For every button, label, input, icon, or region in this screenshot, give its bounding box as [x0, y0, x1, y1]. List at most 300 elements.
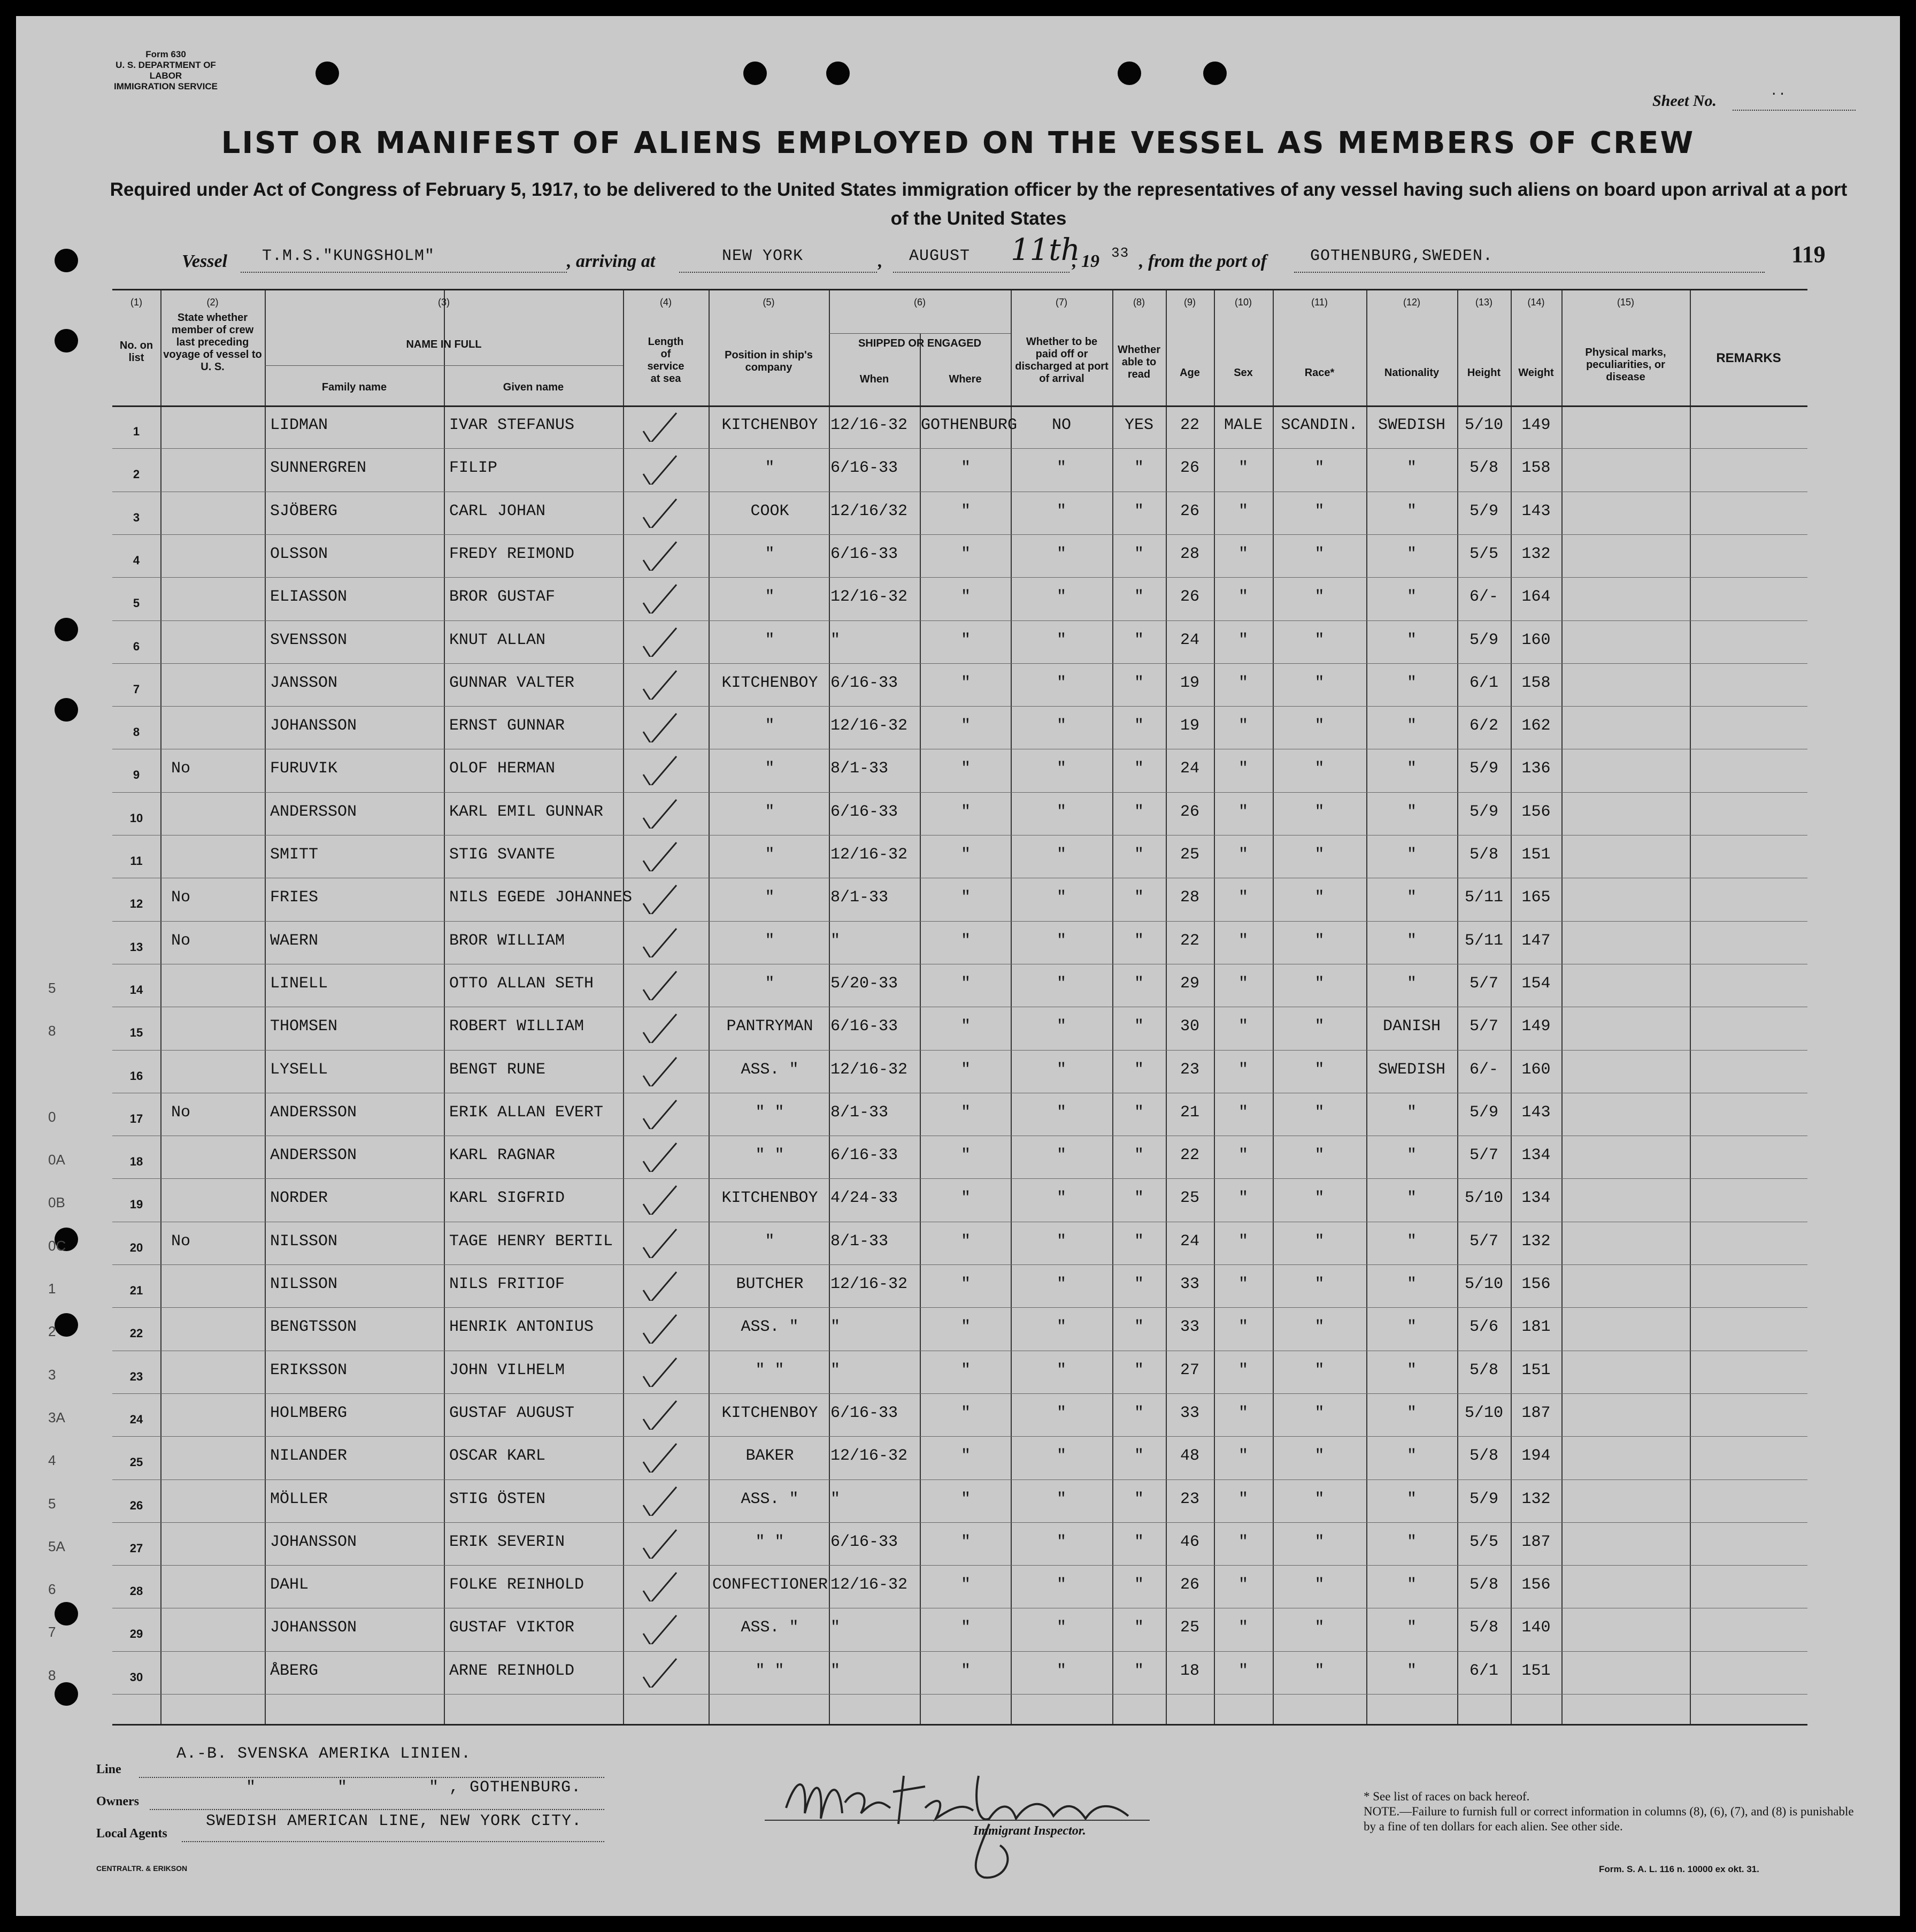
cell-family: JANSSON [270, 673, 338, 692]
cell-where: " [960, 588, 971, 607]
cell-sex: " [1238, 760, 1248, 778]
col-length-of-service: Length of service at sea [647, 336, 684, 385]
cell-when: 12/16-32 [830, 846, 908, 864]
cell-race: " [1314, 1404, 1325, 1422]
cell-weight: 164 [1521, 588, 1551, 607]
cell-paid: " [1056, 673, 1066, 692]
cell-height: 5/10 [1464, 1275, 1503, 1293]
cell-paid: " [1056, 1060, 1066, 1079]
cell-sex: " [1238, 1619, 1248, 1637]
cell-position: COOK [750, 502, 789, 520]
checkmark-icon [639, 1054, 682, 1086]
inspector-label: Immigrant Inspector. [973, 1824, 1086, 1838]
cell-race: " [1314, 1361, 1325, 1379]
cell-read: " [1134, 673, 1144, 692]
cell-weight: 132 [1521, 1232, 1551, 1251]
footnote [1364, 1789, 1861, 1834]
cell-height: 5/8 [1469, 1619, 1498, 1637]
cell-age: 25 [1180, 1619, 1199, 1637]
cell-height: 5/9 [1469, 631, 1498, 649]
cell-weight: 136 [1521, 760, 1551, 778]
cell-sex: MALE [1224, 416, 1263, 434]
cell-race: " [1314, 459, 1325, 478]
cell-age: 22 [1180, 1146, 1199, 1165]
cell-race: " [1314, 888, 1325, 907]
cell-height: 5/10 [1464, 1404, 1503, 1422]
cell-race: " [1314, 760, 1325, 778]
cell-height: 5/7 [1469, 1017, 1498, 1036]
cell-family: SMITT [270, 846, 319, 864]
cell-nat: " [1406, 588, 1417, 607]
cell-when: " [830, 931, 841, 950]
cell-paid: " [1056, 1490, 1066, 1508]
checkmark-icon [639, 1569, 682, 1601]
arriving-label: , arriving at [567, 251, 656, 271]
cell-given: CARL JOHAN [449, 502, 546, 520]
cell-when: 12/16/32 [830, 502, 908, 520]
cell-family: ANDERSSON [270, 802, 357, 821]
cell-nat: " [1406, 846, 1417, 864]
cell-age: 46 [1180, 1532, 1199, 1551]
cell-paid: " [1056, 1404, 1066, 1422]
cell-given: NILS FRITIOF [449, 1275, 565, 1293]
cell-race: " [1314, 673, 1325, 692]
cell-read: " [1134, 931, 1144, 950]
cell-no: 29 [129, 1627, 143, 1641]
col1-num: (1) [130, 297, 142, 308]
cell-age: 26 [1180, 502, 1199, 520]
cell-paid: " [1056, 846, 1066, 864]
cell-position: CONFECTIONER [712, 1576, 828, 1594]
cell-no: 30 [129, 1670, 143, 1684]
cell-nat: " [1406, 1361, 1417, 1379]
punch-hole [743, 62, 767, 85]
cell-paid: " [1056, 545, 1066, 563]
cell-given: NILS EGEDE JOHANNES [449, 888, 633, 907]
cell-read: " [1134, 974, 1144, 993]
cell-where: " [960, 717, 971, 735]
cell-race: " [1314, 931, 1325, 950]
checkmark-icon [639, 625, 682, 657]
checkmark-icon [639, 796, 682, 829]
cell-no: 23 [129, 1369, 143, 1383]
cell-position: KITCHENBOY [721, 673, 818, 692]
cell-given: ERIK SEVERIN [449, 1532, 565, 1551]
cell-read: " [1134, 1103, 1144, 1122]
cell-given: IVAR STEFANUS [449, 416, 575, 434]
cell-given: STIG ÖSTEN [449, 1490, 546, 1508]
cell-read: " [1134, 1532, 1144, 1551]
cell-paid: " [1056, 1318, 1066, 1337]
cell-where: " [960, 1318, 971, 1337]
cell-nat: " [1406, 1619, 1417, 1637]
col-remarks: REMARKS [1716, 351, 1781, 365]
cell-given: KARL RAGNAR [449, 1146, 556, 1165]
cell-when: 8/1-33 [830, 888, 889, 907]
col5-num: (5) [763, 297, 775, 308]
cell-sex: " [1238, 846, 1248, 864]
cell-race: " [1314, 1576, 1325, 1594]
cell-when: 8/1-33 [830, 1232, 889, 1251]
cell-when: " [830, 1619, 841, 1637]
cell-position: " [765, 931, 775, 950]
cell-when: 6/16-33 [830, 1532, 898, 1551]
cell-no: 27 [129, 1541, 143, 1555]
cell-nat: " [1406, 1275, 1417, 1293]
cell-position: " [765, 888, 775, 907]
cell-read: " [1134, 1404, 1144, 1422]
form-id [112, 49, 219, 92]
cell-read: " [1134, 1576, 1144, 1594]
cell-sex: " [1238, 802, 1248, 821]
cell-age: 26 [1180, 1576, 1199, 1594]
margin-mark: 8 [48, 1667, 56, 1683]
margin-mark: 5A [48, 1538, 65, 1554]
cell-height: 6/2 [1469, 717, 1498, 735]
punch-hole [55, 249, 78, 272]
punch-hole [55, 618, 78, 641]
cell-height: 5/7 [1469, 1146, 1498, 1165]
cell-when: 12/16-32 [830, 1060, 908, 1079]
cell-sex: " [1238, 1060, 1248, 1079]
page-title: LIST OR MANIFEST OF ALIENS EMPLOYED ON THE VESSEL AS MEMBERS OF CREW [221, 126, 1695, 160]
cell-read: " [1134, 1017, 1144, 1036]
cell-age: 27 [1180, 1361, 1199, 1379]
col-no-on-list: No. on list [119, 340, 153, 364]
punch-hole [1203, 62, 1227, 85]
cell-race: " [1314, 502, 1325, 520]
cell-family: NILSSON [270, 1275, 338, 1293]
cell-sex: " [1238, 588, 1248, 607]
cell-where: " [960, 1576, 971, 1594]
col12-num: (12) [1403, 297, 1420, 308]
cell-where: " [960, 1447, 971, 1466]
cell-family: HOLMBERG [270, 1404, 348, 1422]
col-where: Where [949, 373, 982, 385]
margin-mark: 1 [48, 1281, 56, 1297]
cell-weight: 143 [1521, 1103, 1551, 1122]
margin-mark: 3A [48, 1409, 65, 1425]
cell-position: " [765, 631, 775, 649]
cell-when: 8/1-33 [830, 1103, 889, 1122]
cell-paid: " [1056, 802, 1066, 821]
col-weight: Weight [1518, 367, 1554, 379]
cell-given: KNUT ALLAN [449, 631, 546, 649]
printer-mark: CENTRALTR. & ERIKSON [96, 1864, 188, 1873]
race-note: * See list of races on back hereof. [1364, 1790, 1530, 1803]
port-value: GOTHENBURG,SWEDEN. [1310, 247, 1494, 265]
cell-nat: " [1406, 631, 1417, 649]
checkmark-icon [639, 1312, 682, 1344]
service: IMMIGRATION SERVICE [114, 81, 218, 91]
cell-paid: " [1056, 1017, 1066, 1036]
cell-paid: " [1056, 1532, 1066, 1551]
cell-no: 12 [129, 897, 143, 911]
cell-read: " [1134, 502, 1144, 520]
cell-weight: 162 [1521, 717, 1551, 735]
cell-no: 26 [129, 1498, 143, 1512]
cell-family: FRIES [270, 888, 319, 907]
cell-when: 4/24-33 [830, 1189, 898, 1208]
cell-given: OSCAR KARL [449, 1447, 546, 1466]
cell-when: 6/16-33 [830, 1404, 898, 1422]
cell-weight: 160 [1521, 1060, 1551, 1079]
cell-no: 15 [129, 1026, 143, 1040]
cell-given: BENGT RUNE [449, 1060, 546, 1079]
port-label: , from the port of [1139, 251, 1267, 271]
cell-age: 28 [1180, 888, 1199, 907]
cell-nat: " [1406, 1404, 1417, 1422]
cell-given: KARL EMIL GUNNAR [449, 802, 604, 821]
cell-paid: " [1056, 717, 1066, 735]
cell-nat: " [1406, 931, 1417, 950]
cell-family: ÅBERG [270, 1661, 319, 1680]
cell-position: " " [755, 1146, 784, 1165]
checkmark-icon [639, 1440, 682, 1473]
agents-label: Local Agents [96, 1827, 167, 1841]
cell-race: " [1314, 1060, 1325, 1079]
year-prefix: , 19 [1072, 251, 1099, 271]
cell-weight: 187 [1521, 1404, 1551, 1422]
cell-position: KITCHENBOY [721, 1404, 818, 1422]
cell-sex: " [1238, 1275, 1248, 1293]
checkmark-icon [639, 1655, 682, 1688]
cell-paid: " [1056, 1189, 1066, 1208]
cell-paid: " [1056, 459, 1066, 478]
cell-no: 16 [129, 1069, 143, 1083]
cell-given: ERNST GUNNAR [449, 717, 565, 735]
cell-position: KITCHENBOY [721, 1189, 818, 1208]
cell-no: 20 [129, 1240, 143, 1254]
year-value: 33 [1111, 245, 1129, 261]
cell-height: 5/9 [1469, 802, 1498, 821]
cell-sex: " [1238, 1361, 1248, 1379]
checkmark-icon [639, 1011, 682, 1043]
cell-paid: " [1056, 888, 1066, 907]
cell-age: 25 [1180, 846, 1199, 864]
col-previous-voyage: State whether member of crew last preceding voyage of vessel to U. S. [163, 312, 262, 373]
cell-nat: " [1406, 502, 1417, 520]
cell-where: " [960, 846, 971, 864]
cell-race: " [1314, 1189, 1325, 1208]
cell-paid: " [1056, 502, 1066, 520]
cell-read: " [1134, 760, 1144, 778]
cell-race: " [1314, 1490, 1325, 1508]
cell-nat: " [1406, 1532, 1417, 1551]
cell-where: " [960, 1361, 971, 1379]
page-number: 119 [1791, 241, 1826, 267]
col-nationality: Nationality [1384, 367, 1440, 379]
cell-given: ROBERT WILLIAM [449, 1017, 584, 1036]
checkmark-icon [639, 1398, 682, 1430]
cell-weight: 151 [1521, 846, 1551, 864]
cell-sex: " [1238, 1318, 1248, 1337]
cell-position: " [765, 545, 775, 563]
cell-position: " [765, 760, 775, 778]
cell-no: 4 [133, 553, 140, 567]
cell-position: ASS. " [741, 1490, 799, 1508]
cell-no: 9 [133, 768, 140, 782]
cell-position: BAKER [745, 1447, 794, 1466]
cell-weight: 181 [1521, 1318, 1551, 1337]
cell-when: 5/20-33 [830, 974, 898, 993]
cell-nat: " [1406, 1490, 1417, 1508]
cell-age: 29 [1180, 974, 1199, 993]
cell-read: YES [1124, 416, 1153, 434]
cell-position: " " [755, 1103, 784, 1122]
cell-height: 5/9 [1469, 1490, 1498, 1508]
col4-num: (4) [660, 297, 672, 308]
cell-weight: 156 [1521, 1576, 1551, 1594]
cell-race: " [1314, 588, 1325, 607]
cell-where: " [960, 1275, 971, 1293]
checkmark-icon [639, 1183, 682, 1215]
margin-mark: 0A [48, 1152, 65, 1168]
sheet-no-label: Sheet No. [1652, 92, 1717, 110]
cell-sex: " [1238, 931, 1248, 950]
cell-no: 14 [129, 983, 143, 996]
cell-no: 7 [133, 682, 140, 696]
cell-read: " [1134, 1189, 1144, 1208]
cell-family: ERIKSSON [270, 1361, 348, 1379]
cell-family: SUNNERGREN [270, 459, 367, 478]
cell-no: 2 [133, 467, 140, 481]
col7-num: (7) [1056, 297, 1067, 308]
cell-weight: 134 [1521, 1189, 1551, 1208]
cell-sex: " [1238, 631, 1248, 649]
cell-no: 13 [129, 940, 143, 954]
cell-given: BROR WILLIAM [449, 931, 565, 950]
cell-weight: 156 [1521, 1275, 1551, 1293]
cell-paid: " [1056, 974, 1066, 993]
cell-weight: 187 [1521, 1532, 1551, 1551]
punch-hole [55, 1682, 78, 1706]
cell-sex: " [1238, 1490, 1248, 1508]
cell-age: 26 [1180, 588, 1199, 607]
cell-given: FREDY REIMOND [449, 545, 575, 563]
cell-given: KARL SIGFRID [449, 1189, 565, 1208]
cell-prev: No [171, 888, 191, 907]
cell-where: " [960, 1404, 971, 1422]
cell-position: " " [755, 1361, 784, 1379]
date-month: AUGUST [909, 247, 971, 265]
cell-read: " [1134, 1318, 1144, 1337]
cell-where: " [960, 631, 971, 649]
cell-family: SVENSSON [270, 631, 348, 649]
cell-race: " [1314, 1318, 1325, 1337]
cell-weight: 158 [1521, 459, 1551, 478]
cell-sex: " [1238, 888, 1248, 907]
cell-height: 5/9 [1469, 502, 1498, 520]
punch-hole [1118, 62, 1141, 85]
cell-read: " [1134, 888, 1144, 907]
cell-height: 5/7 [1469, 974, 1498, 993]
cell-sex: " [1238, 1103, 1248, 1122]
cell-family: LINELL [270, 974, 328, 993]
punch-hole [55, 329, 78, 352]
cell-weight: 151 [1521, 1361, 1551, 1379]
margin-mark: 0C [48, 1237, 66, 1254]
cell-family: BENGTSSON [270, 1318, 357, 1337]
cell-weight: 143 [1521, 502, 1551, 520]
cell-paid: " [1056, 931, 1066, 950]
cell-family: LIDMAN [270, 416, 328, 434]
cell-position: " [765, 1232, 775, 1251]
cell-height: 5/11 [1464, 931, 1503, 950]
cell-when: 6/16-33 [830, 1146, 898, 1165]
margin-mark: 5 [48, 1495, 56, 1512]
cell-when: 12/16-32 [830, 1275, 908, 1293]
cell-position: " [765, 717, 775, 735]
cell-paid: NO [1051, 416, 1071, 434]
cell-age: 26 [1180, 802, 1199, 821]
cell-no: 10 [129, 811, 143, 825]
cell-where: " [960, 545, 971, 563]
cell-family: JOHANSSON [270, 717, 357, 735]
cell-read: " [1134, 1361, 1144, 1379]
cell-nat: " [1406, 802, 1417, 821]
col-position: Position in ship's company [725, 349, 813, 373]
checkmark-icon [639, 539, 682, 571]
cell-family: SJÖBERG [270, 502, 338, 520]
punch-hole [826, 62, 850, 85]
cell-height: 5/8 [1469, 846, 1498, 864]
cell-when: " [830, 1661, 841, 1680]
cell-read: " [1134, 1232, 1144, 1251]
cell-paid: " [1056, 1361, 1066, 1379]
cell-race: " [1314, 1017, 1325, 1036]
cell-sex: " [1238, 717, 1248, 735]
cell-no: 5 [133, 596, 140, 610]
col11-num: (11) [1311, 297, 1328, 308]
cell-nat: " [1406, 1189, 1417, 1208]
sheet-no-value: .. [1770, 85, 1787, 99]
cell-read: " [1134, 802, 1144, 821]
cell-position: " [765, 588, 775, 607]
cell-sex: " [1238, 545, 1248, 563]
line-label: Line [96, 1762, 121, 1776]
cell-race: " [1314, 1532, 1325, 1551]
cell-sex: " [1238, 673, 1248, 692]
cell-weight: 151 [1521, 1661, 1551, 1680]
owners-value: " " " , GOTHENBURG. [246, 1778, 582, 1797]
cell-family: NILANDER [270, 1447, 348, 1466]
margin-mark: 4 [48, 1452, 56, 1469]
cell-position: " [765, 802, 775, 821]
cell-race: " [1314, 1146, 1325, 1165]
cell-given: GUNNAR VALTER [449, 673, 575, 692]
cell-where: " [960, 931, 971, 950]
cell-when: " [830, 1490, 841, 1508]
cell-race: " [1314, 846, 1325, 864]
cell-age: 18 [1180, 1661, 1199, 1680]
checkmark-icon [639, 882, 682, 914]
checkmark-icon [639, 1527, 682, 1559]
cell-height: 5/8 [1469, 459, 1498, 478]
cell-weight: 149 [1521, 416, 1551, 434]
punch-hole [316, 62, 339, 85]
line-value: A.-B. SVENSKA AMERIKA LINIEN. [176, 1745, 472, 1763]
cell-height: 5/5 [1469, 545, 1498, 563]
checkmark-icon [639, 581, 682, 614]
cell-race: " [1314, 717, 1325, 735]
col-name-in-full: NAME IN FULL [406, 339, 482, 350]
cell-sex: " [1238, 1146, 1248, 1165]
cell-family: ANDERSSON [270, 1103, 357, 1122]
margin-mark: 6 [48, 1581, 56, 1598]
cell-age: 23 [1180, 1490, 1199, 1508]
cell-nat: SWEDISH [1378, 1060, 1446, 1079]
